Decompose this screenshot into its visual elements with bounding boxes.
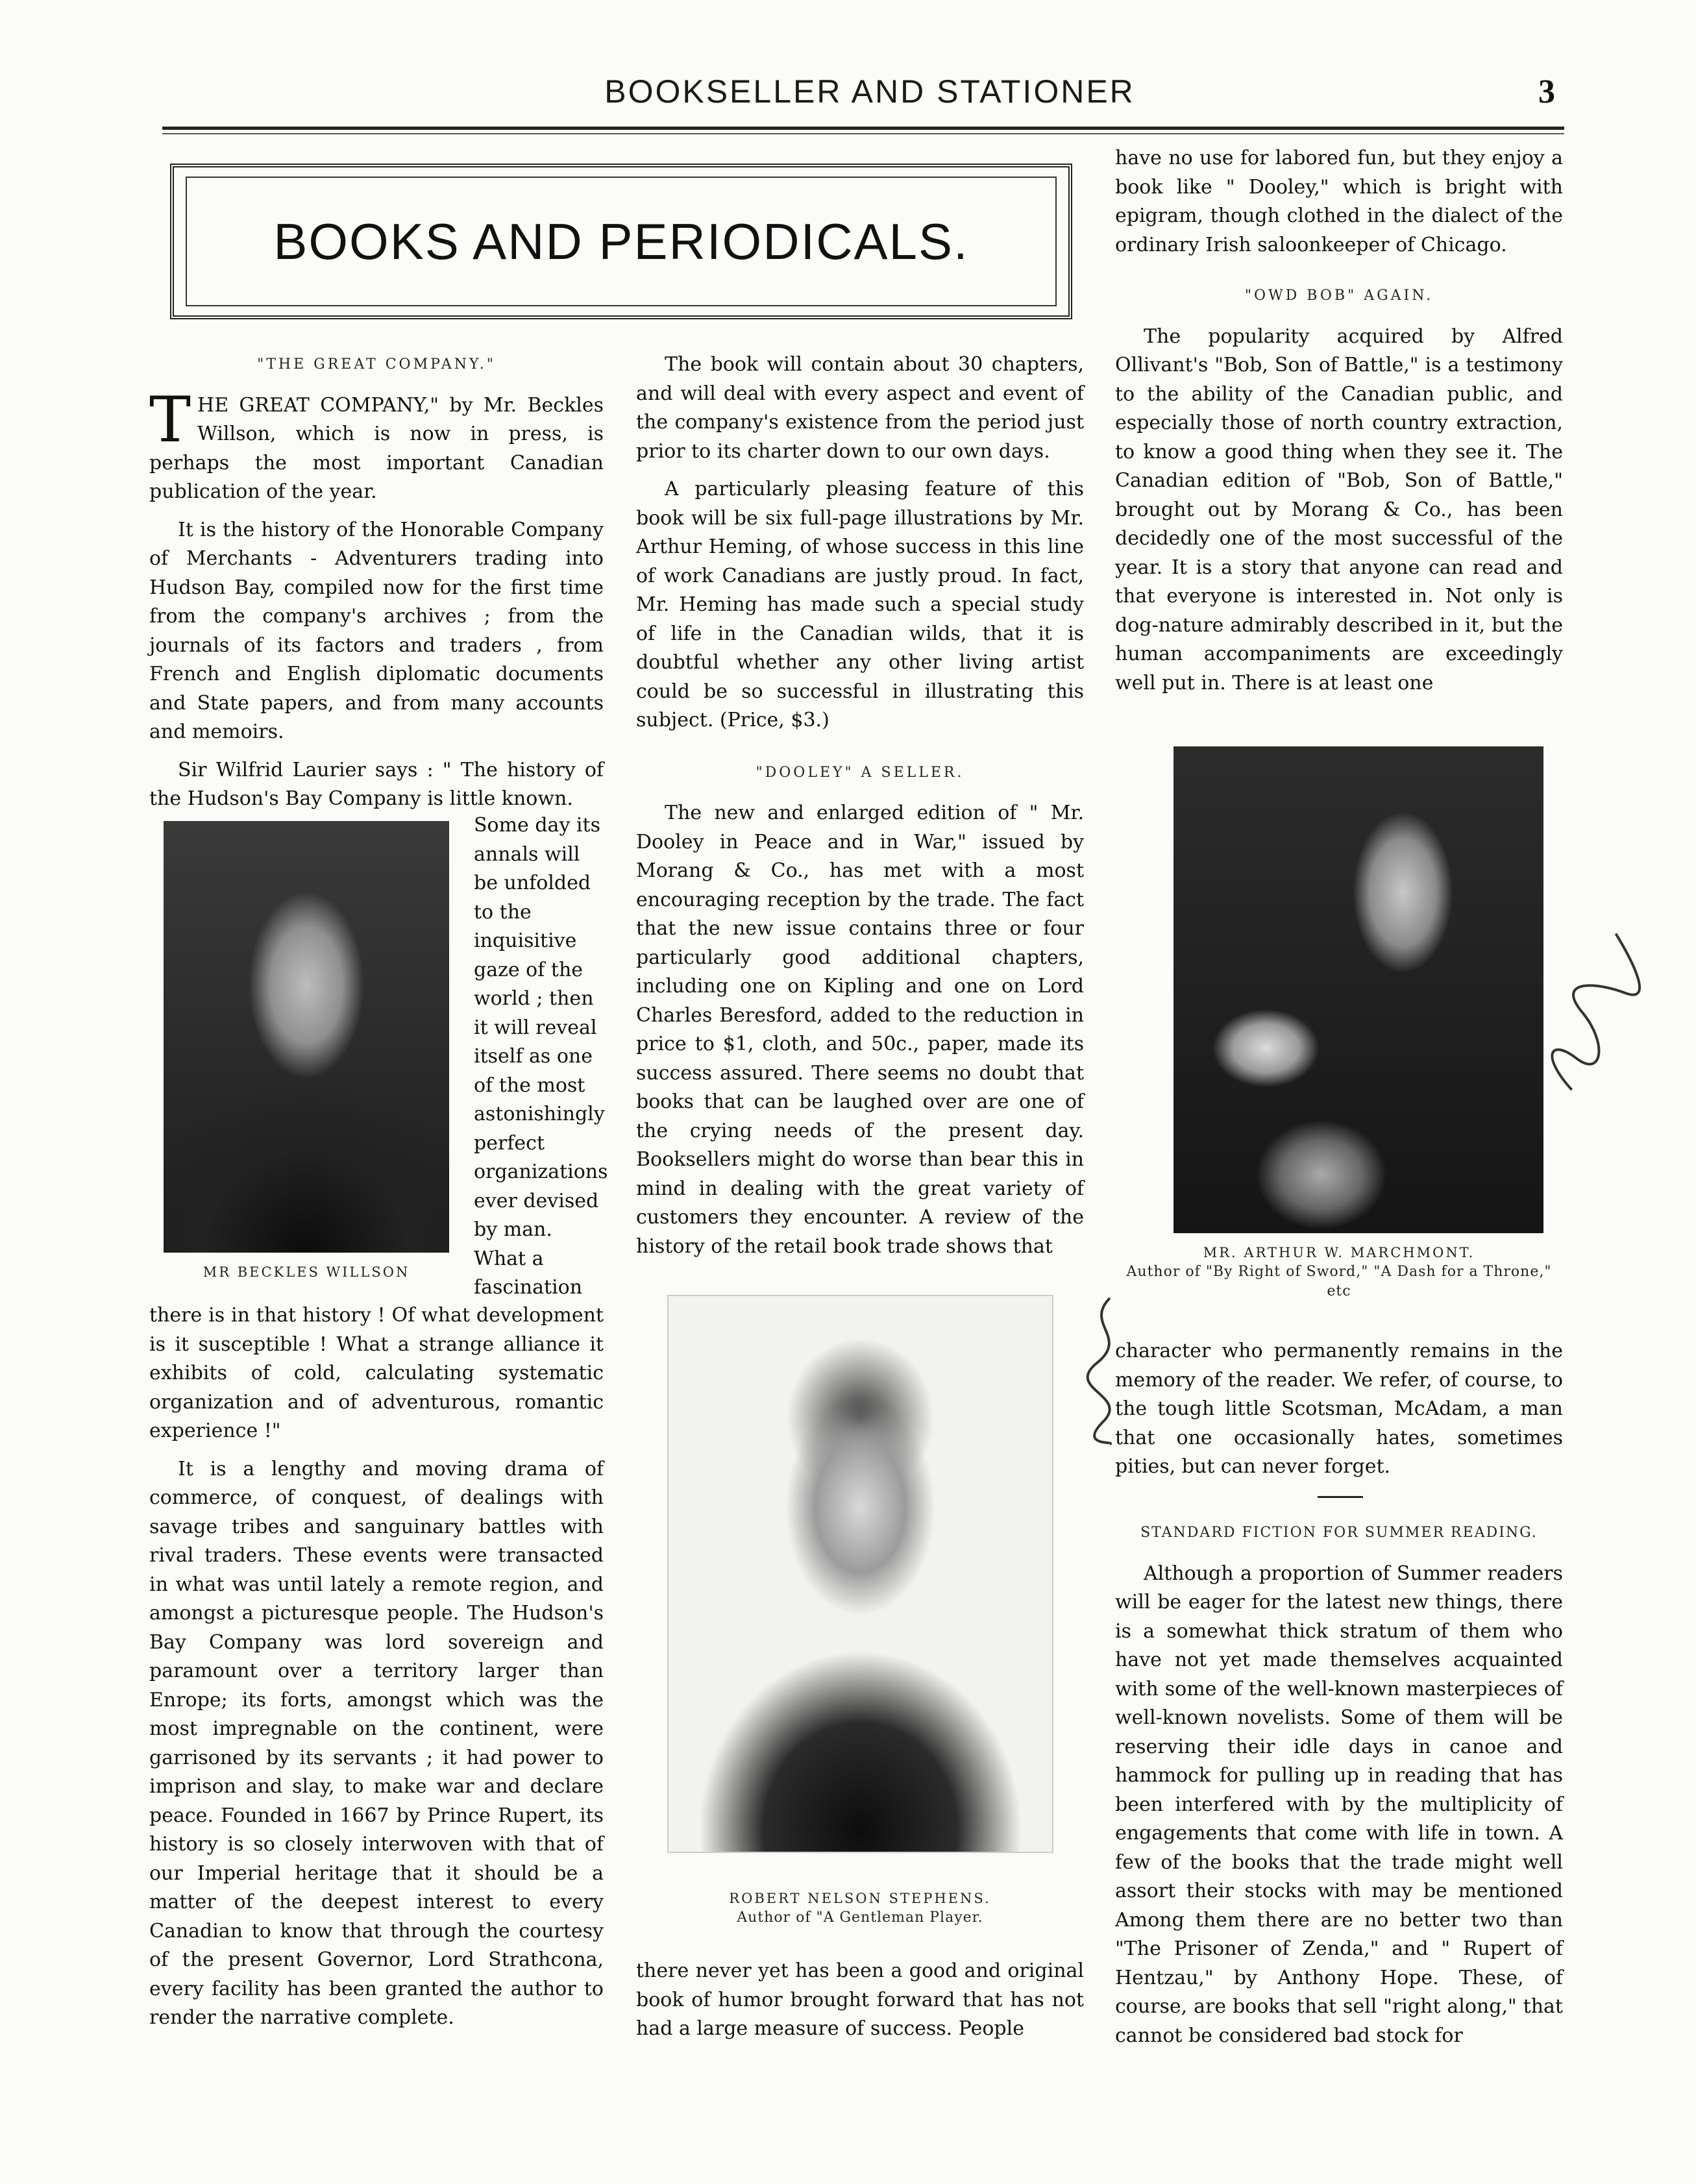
article-paragraph: Although a proportion of Summer readers will be eager for the latest new things, there is a somewhat thick stratum of them who have not yet made themselves acquainted with some of the well-known masterpieces of well-known novelists. Some of them will be reserving their idle days in canoe and hammock for pulling up in reading that has been interfered with by the multiplicity of engagements that come with life in town. A few of the books that the trade might well assort their stocks with may be mentioned Among them there are no better two than "The Prisoner of Zenda," and " Rupert of Hentzau," by Anthony Hope. These, of course, are books that sell "right along," that cannot be considered bad stock for [1115, 1562, 1563, 2047]
column-1-continued [149, 1301, 604, 2042]
article-paragraph: character who permanently remains in the memory of the reader. We refer, of course, to the tough little Scotsman, McAdam, a man that one occasionally hates, sometimes pities, but can never forget. [1115, 1340, 1563, 1478]
caption-beckles-willson: MR BECKLES WILLSON [203, 1264, 410, 1280]
header-rule-thin [162, 133, 1564, 134]
portrait-arthur-marchmont [1174, 746, 1543, 1233]
article-paragraph [149, 383, 604, 507]
column-2 [636, 350, 1084, 1270]
article-paragraph: It is the history of the Honorable Company of Merchants - Adventurers trading into Hudson Bay, compiled now for the first time from the company's archives ; from the journals of its factors and traders , from French and English diplomatic documents and State papers, and from many accounts and memoirs. [149, 518, 604, 743]
article-paragraph: there never yet has been a good and original book of humor brought forward that has not had a large measure of success. People [636, 1959, 1084, 2040]
caption-subtitle: Author of "By Right of Sword," "A Dash for a Throne," etc [1126, 1264, 1552, 1299]
article-heading-standard-fiction: STANDARD FICTION FOR SUMMER READING. [1140, 1525, 1538, 1541]
column-1 [149, 350, 604, 816]
header-rule [162, 127, 1564, 130]
article-paragraph: Sir Wilfrid Laurier says : " The history of the Hudson's Bay Company is little known. [149, 758, 604, 810]
article-heading-owd-bob: "OWD BOB" AGAIN. [1244, 288, 1434, 304]
caption-name: MR. ARTHUR W. MARCHMONT. [1203, 1245, 1475, 1260]
article-heading-great-company: "THE GREAT COMPANY." [257, 356, 496, 373]
article-paragraph: The popularity acquired by Alfred Ollivant's "Bob, Son of Battle," is a testimony to the ability of the Canadian public, and especially those of north country extraction, to know a good thing when they see it. The Canadian edition of "Bob, Son of Battle," brought out by Morang & Co., has been decidedly one of the most successful of the year. It is a story that anyone can read and that everyone is interested in. Not only is dog-nature admirably described in it, but the human accompaniments are exceedingly well put in. There is at least one [1115, 325, 1563, 694]
article-paragraph: A particularly pleasing feature of this book will be six full-page illustrations by Mr. Arthur Heming, of whose success in this line of work Canadians are justly proud. In fact, Mr. Heming has made such a special study of life in the Canadian wilds, that it is doubtful whether any other living artist could be so successful in illustrating this subject. (Price, $3.) [636, 478, 1084, 731]
article-heading-dooley: "DOOLEY" A SELLER. [756, 764, 965, 781]
article-paragraph: It is a lengthy and moving drama of commerce, of conquest, of dealings with savage tribes and sanguinary battles with rival traders. These events were transacted in what was until lately a remote region, and amongst a picturesque people. The Hudson's Bay Company was lord sovereign and paramount over a territory larger than Enrope; its forts, amongst which was the most impregnable on the continent, were garrisoned by its servants ; it had power to imprison and slay, to make war and declare peace. Founded in 1667 by Prince Rupert, its history is so closely interwoven with that of our Imperial heritage that it should be a matter of the deepest interest to every Canadian to know that through the courtesy of the present Governor, Lord Strathcona, every facility has been granted the author to render the narrative complete. [149, 1457, 604, 2029]
article-paragraph: there is in that history ! Of what development is it susceptible ! What a strange alliance it exhibits of cold, calculating systematic organization and of adventurous, romantic experience !" [149, 1304, 604, 1442]
drop-cap: T [149, 383, 191, 456]
article-paragraph: The new and enlarged edition of " Mr. Dooley in Peace and in War," issued by Morang & Co., has met with a most encouraging reception by the trade. The fact that the new issue contains three or four particularly good additional chapters, including one on Kipling and one on Lord Charles Beresford, added to the reduction in price to $1, cloth, and 50c., paper, made its success assured. There seems no doubt that books that can be laughed over are one of the crying needs of the present day. Booksellers might do worse than bear this in mind in dealing with the great variety of customers they encounter. A review of the history of the retail book trade shows that [636, 802, 1084, 1258]
portrait-beckles-willson [164, 821, 449, 1253]
caption-marchmont [1115, 1243, 1563, 1301]
section-divider [1318, 1496, 1363, 1498]
handwritten-annotation [1519, 922, 1685, 1112]
caption-stephens [636, 1889, 1084, 1928]
caption-name: ROBERT NELSON STEPHENS. [729, 1891, 991, 1906]
paragraph-text: HE GREAT COMPANY," by Mr. Beckles Willson, which is now in press, is perhaps the most important Canadian publication of the year. [149, 393, 604, 503]
article-paragraph: The book will contain about 30 chapters, and will deal with every aspect and event of the company's existence from the period just prior to its charter down to our own days. [636, 353, 1084, 463]
column-3 [1115, 144, 1563, 707]
article-paragraph: have no use for labored fun, but they enjoy a book like " Dooley," which is bright with epigram, though clothed in the dialect of the ordinary Irish saloonkeeper of Chicago. [1115, 147, 1563, 256]
column-3-bottom [1115, 1519, 1563, 2059]
section-title: BOOKS AND PERIODICALS. [273, 212, 969, 270]
page-number: 3 [1538, 73, 1555, 110]
column-3-continued [1115, 1337, 1563, 1491]
section-masthead [170, 164, 1072, 319]
caption-subtitle: Author of "A Gentleman Player. [737, 1909, 983, 1926]
portrait-robert-nelson-stephens [667, 1295, 1053, 1853]
wrapped-text: Some day its annals will be unfolded to the inquisitive gaze of the world ; then it will reveal itself as one of the most astonishingly perfect organizations ever devised by man. What a fascination [474, 814, 608, 1299]
running-title: BOOKSELLER AND STATIONER [604, 73, 1135, 110]
column-2-bottom [636, 1957, 1084, 2053]
handwritten-annotation-2 [1071, 1292, 1149, 1450]
